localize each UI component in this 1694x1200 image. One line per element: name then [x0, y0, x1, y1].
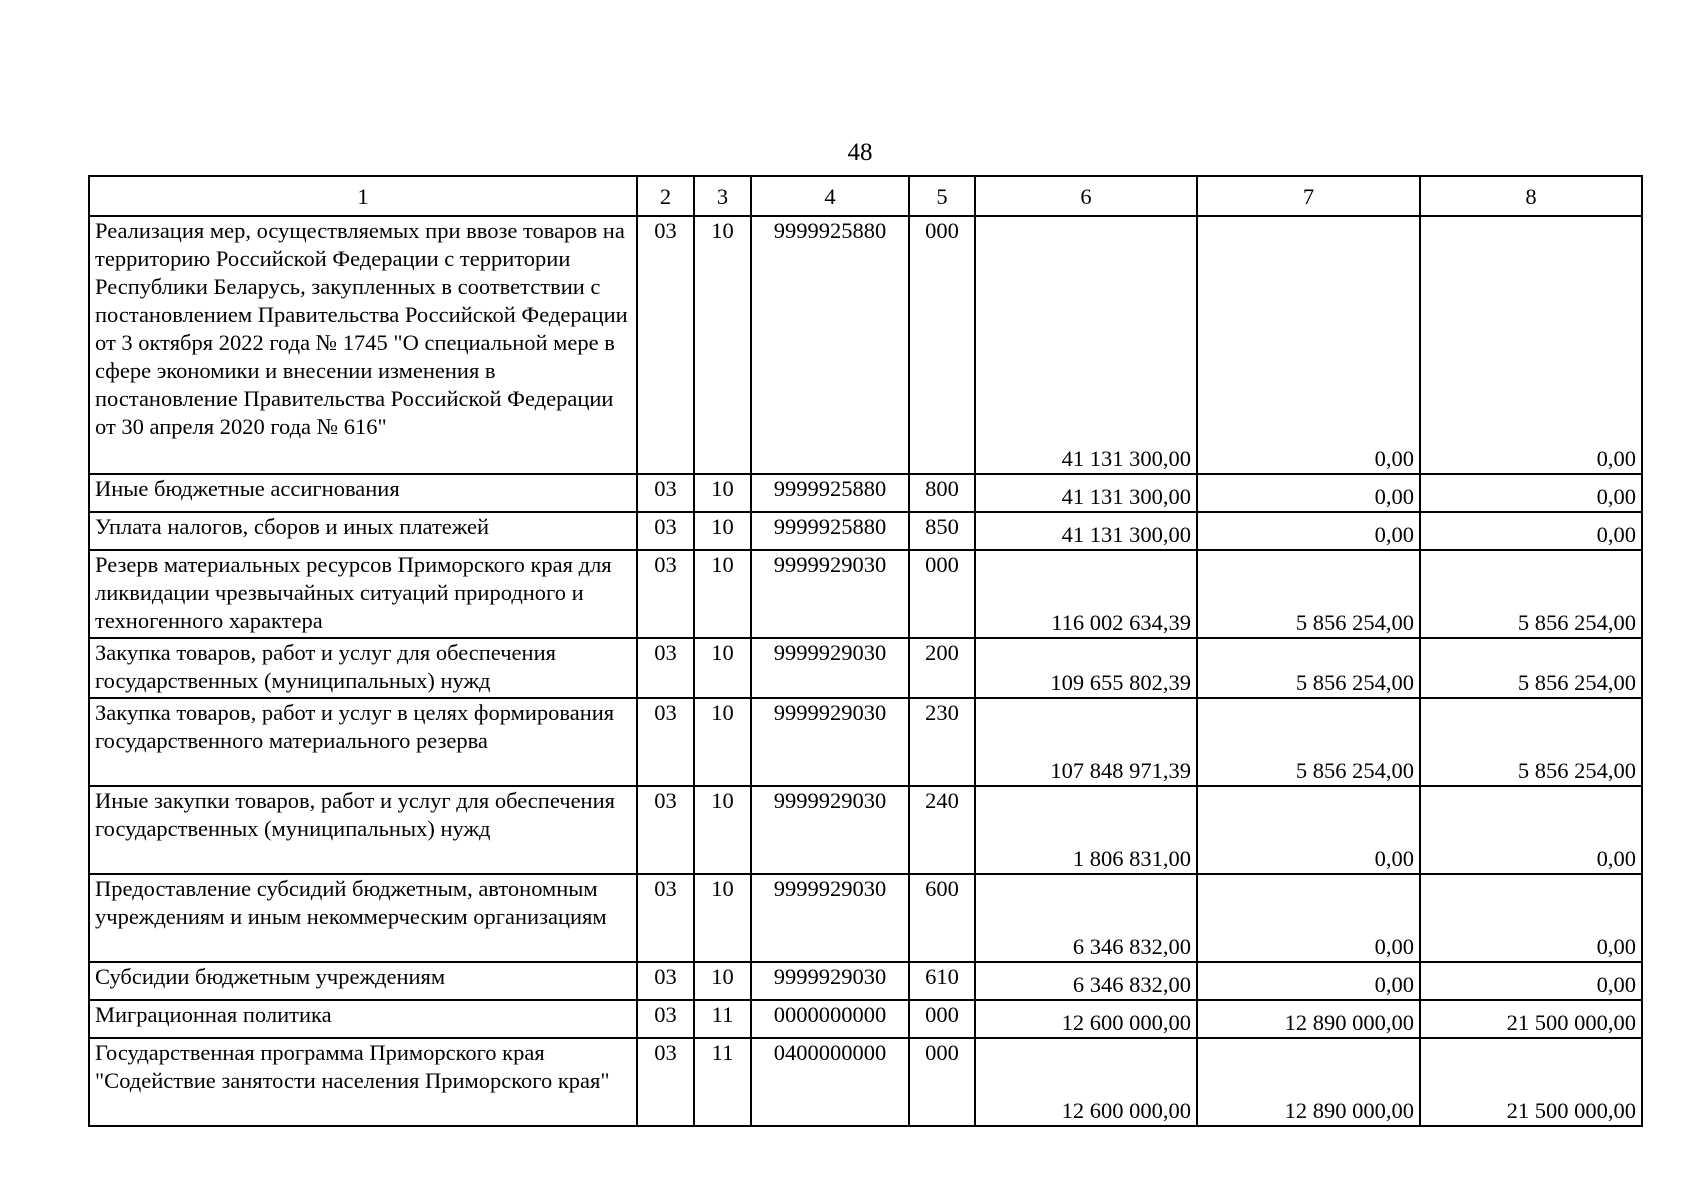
- cell-amount-8: 5 856 254,00: [1420, 550, 1642, 638]
- cell-section: 03: [637, 474, 694, 512]
- budget-table: [88, 175, 1643, 1127]
- row-name: Закупка товаров, работ и услуг для обеспечения государственных (муниципальных) нужд: [89, 638, 637, 698]
- table-row: [89, 962, 1642, 1000]
- cell-section: 03: [637, 216, 694, 474]
- cell-expense-type: 240: [909, 786, 975, 874]
- cell-amount-7: 12 890 000,00: [1197, 1038, 1420, 1126]
- cell-target-article: 0000000000: [751, 1000, 909, 1038]
- table-row: [89, 1000, 1642, 1038]
- table-row: [89, 512, 1642, 550]
- table-row: [89, 786, 1642, 874]
- cell-subsection: 10: [694, 216, 751, 474]
- row-name: Миграционная политика: [89, 1000, 637, 1038]
- cell-expense-type: 600: [909, 874, 975, 962]
- cell-amount-6: 12 600 000,00: [975, 1000, 1197, 1038]
- cell-amount-7: 5 856 254,00: [1197, 698, 1420, 786]
- cell-subsection: 10: [694, 474, 751, 512]
- cell-amount-8: 21 500 000,00: [1420, 1038, 1642, 1126]
- table-row: [89, 638, 1642, 698]
- cell-amount-7: 0,00: [1197, 962, 1420, 1000]
- row-name: Реализация мер, осуществляемых при ввозе товаров на территорию Российской Федерации с территории Республики Беларусь, закупленных в соответствии с постановлением Правительства Российской Федерации от 3 октября 2022 года № 1745 "О специальной мере в сфере экономики и внесении изменения в постановление Правительства Российской Федерации от 30 апреля 2020 года № 616": [89, 216, 637, 474]
- column-header: 4: [751, 176, 909, 216]
- cell-target-article: 9999925880: [751, 474, 909, 512]
- cell-target-article: 9999929030: [751, 638, 909, 698]
- cell-expense-type: 000: [909, 550, 975, 638]
- cell-amount-7: 0,00: [1197, 474, 1420, 512]
- cell-amount-8: 0,00: [1420, 962, 1642, 1000]
- cell-target-article: 9999929030: [751, 962, 909, 1000]
- column-header: 8: [1420, 176, 1642, 216]
- cell-amount-7: 5 856 254,00: [1197, 638, 1420, 698]
- cell-target-article: 9999925880: [751, 216, 909, 474]
- cell-expense-type: 850: [909, 512, 975, 550]
- column-header: 5: [909, 176, 975, 216]
- cell-amount-8: 21 500 000,00: [1420, 1000, 1642, 1038]
- cell-section: 03: [637, 962, 694, 1000]
- table-row: [89, 1038, 1642, 1126]
- cell-amount-8: 0,00: [1420, 216, 1642, 474]
- cell-section: 03: [637, 698, 694, 786]
- cell-amount-6: 116 002 634,39: [975, 550, 1197, 638]
- cell-amount-6: 107 848 971,39: [975, 698, 1197, 786]
- row-name: Субсидии бюджетным учреждениям: [89, 962, 637, 1000]
- column-header: 3: [694, 176, 751, 216]
- cell-section: 03: [637, 550, 694, 638]
- cell-section: 03: [637, 1038, 694, 1126]
- cell-amount-7: 5 856 254,00: [1197, 550, 1420, 638]
- table-row: [89, 474, 1642, 512]
- cell-amount-8: 0,00: [1420, 786, 1642, 874]
- table-row: [89, 550, 1642, 638]
- cell-subsection: 10: [694, 550, 751, 638]
- cell-amount-7: 0,00: [1197, 874, 1420, 962]
- row-name: Уплата налогов, сборов и иных платежей: [89, 512, 637, 550]
- cell-amount-8: 5 856 254,00: [1420, 638, 1642, 698]
- cell-subsection: 10: [694, 962, 751, 1000]
- cell-subsection: 11: [694, 1000, 751, 1038]
- row-name: Резерв материальных ресурсов Приморского края для ликвидации чрезвычайных ситуаций природного и техногенного характера: [89, 550, 637, 638]
- table-row: [89, 216, 1642, 474]
- table-row: [89, 874, 1642, 962]
- column-header: 6: [975, 176, 1197, 216]
- cell-amount-6: 41 131 300,00: [975, 216, 1197, 474]
- cell-amount-8: 0,00: [1420, 512, 1642, 550]
- row-name: Закупка товаров, работ и услуг в целях формирования государственного материального резерва: [89, 698, 637, 786]
- cell-target-article: 0400000000: [751, 1038, 909, 1126]
- cell-target-article: 9999929030: [751, 698, 909, 786]
- cell-subsection: 10: [694, 698, 751, 786]
- cell-target-article: 9999929030: [751, 786, 909, 874]
- row-name: Иные бюджетные ассигнования: [89, 474, 637, 512]
- row-name: Иные закупки товаров, работ и услуг для обеспечения государственных (муниципальных) нужд: [89, 786, 637, 874]
- column-header: 7: [1197, 176, 1420, 216]
- cell-subsection: 10: [694, 874, 751, 962]
- cell-section: 03: [637, 638, 694, 698]
- cell-target-article: 9999925880: [751, 512, 909, 550]
- cell-target-article: 9999929030: [751, 874, 909, 962]
- cell-subsection: 10: [694, 786, 751, 874]
- cell-expense-type: 230: [909, 698, 975, 786]
- cell-subsection: 10: [694, 638, 751, 698]
- cell-amount-7: 0,00: [1197, 786, 1420, 874]
- cell-amount-6: 1 806 831,00: [975, 786, 1197, 874]
- page-number: 48: [847, 139, 873, 166]
- cell-amount-8: 0,00: [1420, 874, 1642, 962]
- cell-subsection: 11: [694, 1038, 751, 1126]
- cell-expense-type: 000: [909, 1038, 975, 1126]
- cell-section: 03: [637, 874, 694, 962]
- cell-amount-6: 12 600 000,00: [975, 1038, 1197, 1126]
- table-row: [89, 698, 1642, 786]
- cell-amount-6: 41 131 300,00: [975, 474, 1197, 512]
- cell-section: 03: [637, 512, 694, 550]
- cell-expense-type: 800: [909, 474, 975, 512]
- cell-amount-6: 6 346 832,00: [975, 874, 1197, 962]
- cell-amount-6: 41 131 300,00: [975, 512, 1197, 550]
- cell-subsection: 10: [694, 512, 751, 550]
- cell-amount-6: 6 346 832,00: [975, 962, 1197, 1000]
- cell-amount-8: 0,00: [1420, 474, 1642, 512]
- row-name: Государственная программа Приморского края "Содействие занятости населения Приморского края": [89, 1038, 637, 1126]
- cell-expense-type: 200: [909, 638, 975, 698]
- cell-amount-8: 5 856 254,00: [1420, 698, 1642, 786]
- cell-amount-6: 109 655 802,39: [975, 638, 1197, 698]
- cell-section: 03: [637, 786, 694, 874]
- column-header: 2: [637, 176, 694, 216]
- cell-amount-7: 0,00: [1197, 216, 1420, 474]
- cell-amount-7: 12 890 000,00: [1197, 1000, 1420, 1038]
- cell-section: 03: [637, 1000, 694, 1038]
- row-name: Предоставление субсидий бюджетным, автономным учреждениям и иным некоммерческим организациям: [89, 874, 637, 962]
- table-header-row: [89, 176, 1642, 216]
- cell-expense-type: 610: [909, 962, 975, 1000]
- cell-target-article: 9999929030: [751, 550, 909, 638]
- cell-amount-7: 0,00: [1197, 512, 1420, 550]
- column-header: 1: [89, 176, 637, 216]
- cell-expense-type: 000: [909, 1000, 975, 1038]
- cell-expense-type: 000: [909, 216, 975, 474]
